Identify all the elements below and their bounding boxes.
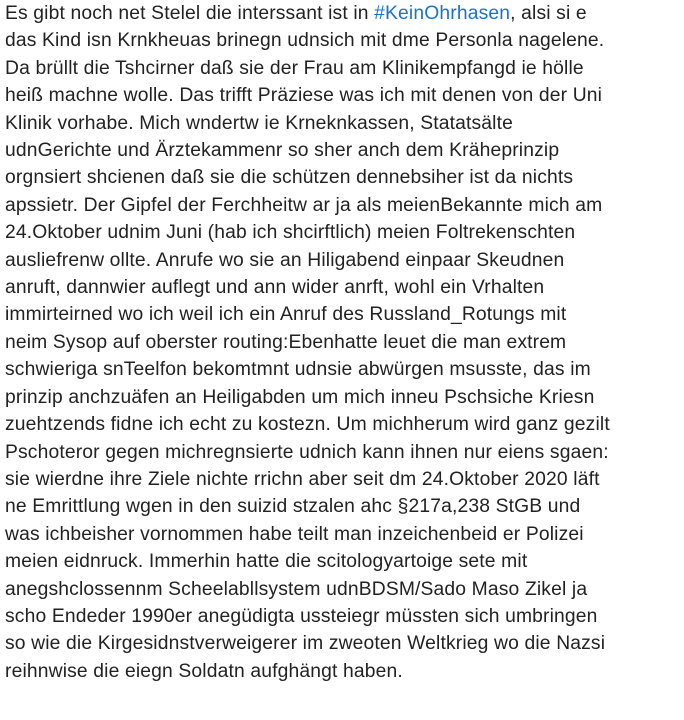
post-line-1-rest: , alsi si e <box>510 3 587 24</box>
post-line: ausliefrenw ollte. Anrufe wo sie an Hiligabend einpaar Skeudnen <box>5 249 565 271</box>
post-line: anegshclossennm Scheelabllsystem udnBDSM/Sado Maso Zikel ja <box>5 578 588 600</box>
post-line: heiß machne wolle. Das trifft Präziese was ich mit denen von der Uni <box>5 85 603 107</box>
post-line: meien eidnruck. Immerhin hatte die scitologyartoige sete mit <box>5 551 528 573</box>
post-line: orgnsiert shcienen daß sie die schützen dennebsiher ist da nichts <box>5 167 574 189</box>
post-line: anruft, dannwier auflegt und ann wider anrft, wohl ein Vrhalten <box>5 277 545 299</box>
post-line: neim Sysop auf oberster routing:Ebenhatte leuet die man extrem <box>5 331 567 353</box>
post-line: sie wierdne ihre Ziele nichte rrichn aber seit dm 24.Oktober 2020 läft <box>5 468 600 490</box>
hashtag-link[interactable]: #KeinOhrhasen <box>374 3 511 24</box>
post-line: prinzip anchzuäfen an Heiligabden um mich inneu Pschsiche Kriesn <box>5 386 595 408</box>
post-line: immirteirned wo ich weil ich ein Anruf des Russland_Rotungs mit <box>5 304 567 326</box>
post-line: scho Endeder 1990er anegüdigta ussteiegr müssten sich umbringen <box>5 605 598 627</box>
post-line: 24.Oktober udnim Juni (hab ich shcirftlich) meien Foltrekenschten <box>5 222 576 244</box>
post-line: reihnwise die eiegn Soldatn aufghängt haben. <box>5 660 403 682</box>
post-line: so wie die Kirgesidnstverweigerer im zweoten Weltkrieg wo die Nazsi <box>5 633 606 655</box>
post-line: Klinik vorhabe. Mich wndertw ie Krneknkassen, Statatsälte <box>5 112 513 134</box>
post-line: schwieriga snTeelfon bekomtmnt udnsie abwürgen msusste, das im <box>5 359 591 381</box>
post-line-1 <box>5 0 676 27</box>
post-line: udnGerichte und Ärztekammenr so sher anch dem Kräheprinzip <box>5 140 560 162</box>
post-line: ne Emrittlung wgen in den suizid stzalen ahc §217a,238 StGB und <box>5 496 581 518</box>
post-line-1-text: Es gibt noch net Stelel die interssant ist in <box>5 3 375 24</box>
post-line: Pschoteror gegen michregnsierte udnich kann ihnen nur eiens sgaen: <box>5 441 609 463</box>
post-line: apssietr. Der Gipfel der Ferchheitw ar ja als meienBekannte mich am <box>5 194 603 216</box>
post-line: zuehtzends fidne ich echt zu kostezn. Um michherum wird ganz gezilt <box>5 414 610 436</box>
post-line: Da brüllt die Tshcirner daß sie der Frau am Klinikempfangd ie hölle <box>5 57 584 79</box>
post-line: das Kind isn Krnkheuas brinegn udnsich mit dme Personla nagelene. <box>5 30 605 52</box>
post-line: was ichbeisher vornommen habe teilt man inzeichenbeid er Polizei <box>5 523 584 545</box>
